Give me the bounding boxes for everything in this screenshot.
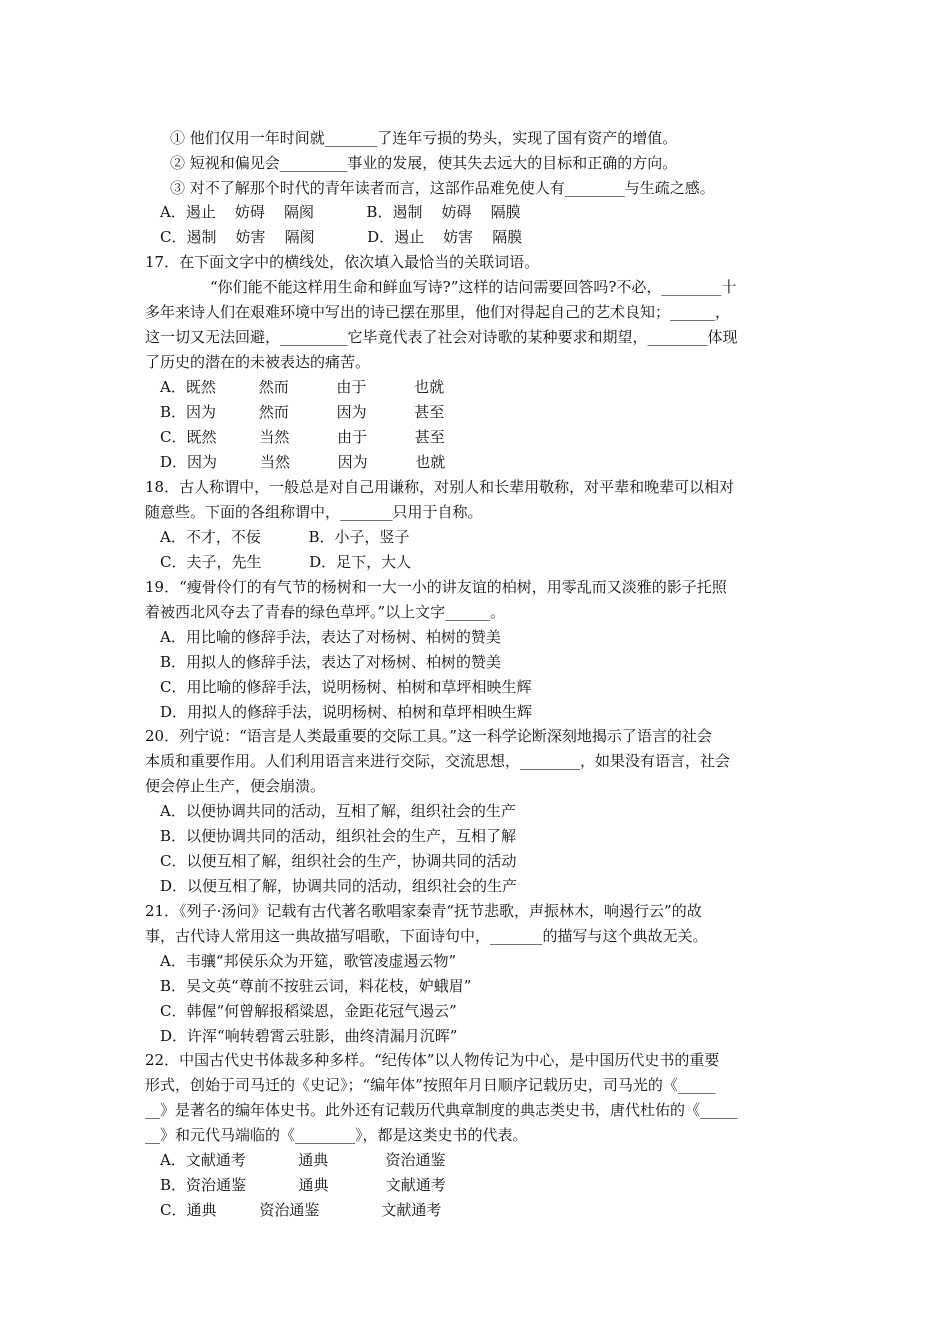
q21-option-d: D．许浑“响转碧霄云驻影，曲终清漏月沉晖” [160, 1027, 458, 1045]
q17-passage-line-3: 这一切又无法回避，_________它毕竟代表了社会对诗歌的某种要求和期望，________体现 [145, 328, 738, 346]
q16-sentence-2: ② 短视和偏见会_________事业的发展，使其失去远大的目标和正确的方向。 [170, 154, 678, 172]
q17-stem: 17．在下面文字中的横线处，依次填入最恰当的关联词语。 [145, 253, 540, 271]
q21-stem-line-1: 21．《列子·汤问》记载有古代著名歌唱家秦青“抚节悲歌，声振林木，响遏行云”的故 [145, 902, 702, 920]
q16-sentence-1: ① 他们仅用一年时间就_______了连年亏损的势头，实现了国有资产的增值。 [170, 129, 678, 147]
q22-option-c: C．通典 资治通鉴 文献通考 [160, 1201, 442, 1219]
q20-option-a: A．以便协调共同的活动，互相了解，组织社会的生产 [160, 802, 516, 820]
q22-option-a: A．文献通考 通典 资治通鉴 [160, 1151, 446, 1169]
q17-option-a: A．既然 然而 由于 也就 [160, 378, 445, 396]
q20-option-d: D．以便互相了解，协调共同的活动，组织社会的生产 [160, 877, 518, 895]
q22-option-b: B．资治通鉴 通典 文献通考 [160, 1176, 446, 1194]
q21-option-b: B．吴文英“尊前不按驻云词，料花枝，妒蛾眉” [160, 977, 472, 995]
q17-option-c: C．既然 当然 由于 甚至 [160, 428, 445, 446]
q19-option-c: C．用比喻的修辞手法，说明杨树、柏树和草坪相映生辉 [160, 678, 532, 696]
q18-stem-line-2: 随意些。下面的各组称谓中，_______只用于自称。 [145, 503, 483, 521]
q19-stem-line-2: 着被西北风夺去了青春的绿色草坪。”以上文字______。 [145, 603, 506, 621]
q22-stem-line-1: 22．中国古代史书体裁多种多样。“纪传体”以人物传记为中心，是中国历代史书的重要 [145, 1051, 720, 1069]
q18-options-ab: A．不才，不佞 B．小子，竖子 [160, 528, 410, 546]
q17-passage-line-4: 了历史的潜在的未被表达的痛苦。 [145, 353, 371, 371]
q17-option-b: B．因为 然而 因为 甚至 [160, 403, 445, 421]
q17-option-d: D．因为 当然 因为 也就 [160, 453, 446, 471]
q22-stem-line-4: __》和元代马端临的《________》，都是这类史书的代表。 [145, 1126, 528, 1144]
q20-option-c: C．以便互相了解，组织社会的生产，协调共同的活动 [160, 852, 517, 870]
q20-stem-line-2: 本质和重要作用。人们利用语言来进行交际，交流思想，________，如果没有语言，社会 [145, 752, 731, 770]
q17-passage-line-1: “你们能不能这样用生命和鲜血写诗?”这样的诘问需要回答吗?不必，________十 [210, 278, 737, 296]
q22-stem-line-3: __》是著名的编年体史书。此外还有记载历代典章制度的典志类史书，唐代杜佑的《_____ [145, 1101, 738, 1119]
q22-stem-line-2: 形式，创始于司马迁的《史记》；“编年体”按照年月日顺序记载历史，司马光的《_____ [145, 1076, 716, 1094]
q16-options-ab: A．遏止 妨碍 隔阂 B．遏制 妨碍 隔膜 [160, 203, 521, 221]
q21-option-a: A．韦骧“邦侯乐众为开筵，歌管凌虚遏云物” [160, 952, 457, 970]
q17-passage-line-2: 多年来诗人们在艰难环境中写出的诗已摆在那里，他们对得起自己的艺术良知；______， [145, 303, 731, 321]
q20-stem-line-1: 20．列宁说：“语言是人类最重要的交际工具。”这一科学论断深刻地揭示了语言的社会 [145, 727, 712, 745]
q21-stem-line-2: 事，古代诗人常用这一典故描写唱歌，下面诗句中，_______的描写与这个典故无关。 [145, 927, 708, 945]
q20-stem-line-3: 便会停止生产，便会崩溃。 [145, 777, 326, 795]
q19-option-d: D．用拟人的修辞手法，说明杨树、柏树和草坪相映生辉 [160, 703, 533, 721]
q19-option-b: B．用拟人的修辞手法，表达了对杨树、柏树的赞美 [160, 653, 502, 671]
q19-stem-line-1: 19．“瘦骨伶仃的有气节的杨树和一大一小的讲友谊的柏树，用零乱而又淡雅的影子托照 [145, 578, 727, 596]
q18-options-cd: C．夫子，先生 D．足下，大人 [160, 553, 412, 571]
q21-option-c: C．韩偓“何曾解报稻粱恩，金距花冠气遏云” [160, 1002, 457, 1020]
q20-option-b: B．以便协调共同的活动，组织社会的生产，互相了解 [160, 827, 517, 845]
q19-option-a: A．用比喻的修辞手法，表达了对杨树、柏树的赞美 [160, 628, 501, 646]
q16-sentence-3: ③ 对不了解那个时代的青年读者而言，这部作品难免使人有________与生疏之感。 [170, 179, 715, 197]
q18-stem-line-1: 18．古人称谓中，一般总是对自己用谦称，对别人和长辈用敬称，对平辈和晚辈可以相对 [145, 478, 735, 496]
q16-options-cd: C．遏制 妨害 隔阂 D．遏止 妨害 隔膜 [160, 228, 523, 246]
